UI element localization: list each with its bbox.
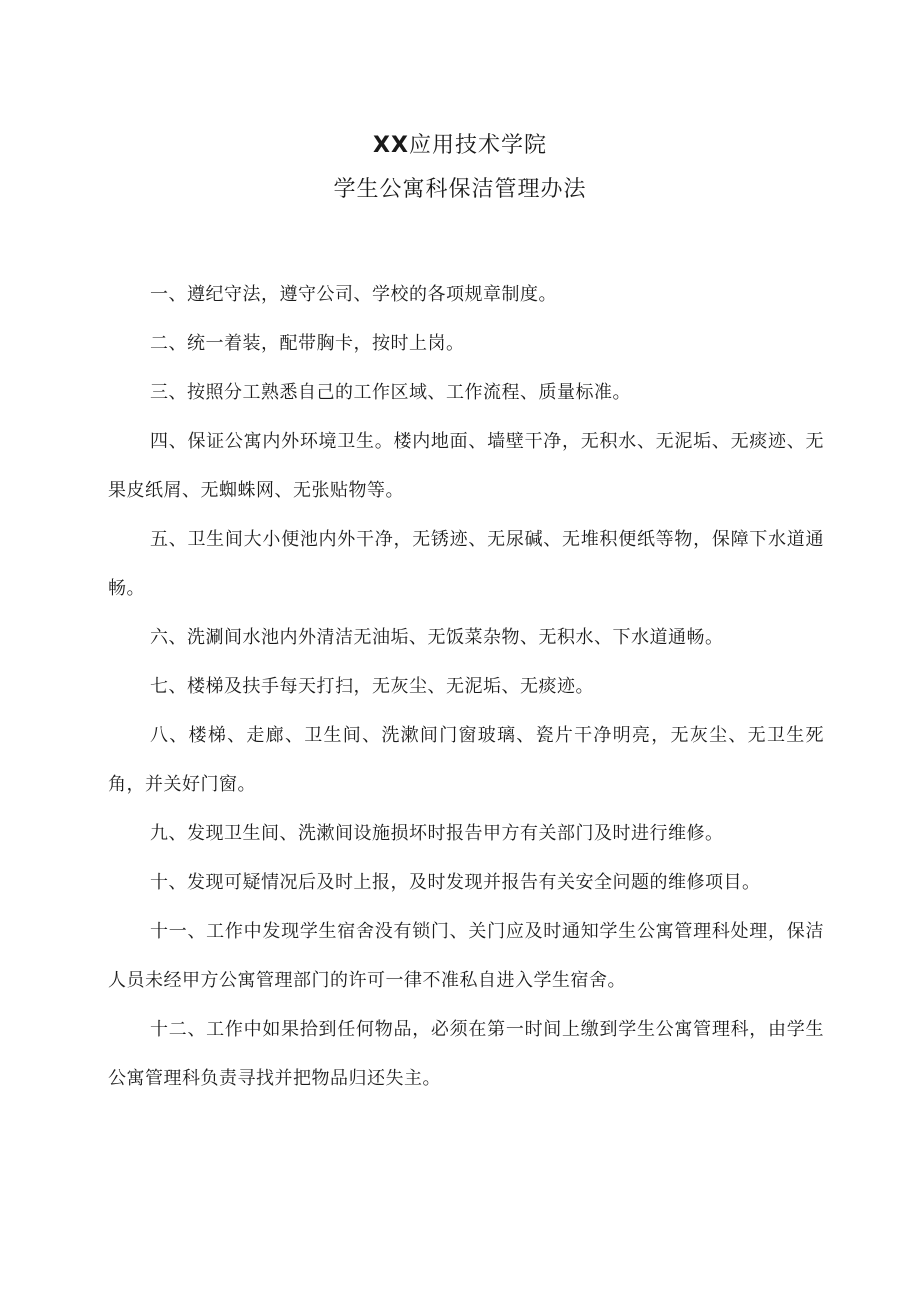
paragraph: 十二、工作中如果拾到任何物品，必须在第一时间上缴到学生公寓管理科，由学生公寓管理科负责寻找并把物品归还失主。 <box>108 1019 824 1089</box>
document-title <box>0 124 920 168</box>
document-body <box>108 270 824 1103</box>
paragraph: 四、保证公寓内外环境卫生。楼内地面、墙壁干净，无积水、无泥垢、无痰迹、无果皮纸屑、无蜘蛛网、无张贴物等。 <box>108 431 824 501</box>
paragraph: 七、楼梯及扶手每天打扫，无灰尘、无泥垢、无痰迹。 <box>150 676 594 697</box>
title-rest: 应用技术学院 <box>408 133 547 158</box>
paragraph: 五、卫生间大小便池内外干净，无锈迹、无尿碱、无堆积便纸等物，保障下水道通畅。 <box>108 529 824 599</box>
paragraph: 一、遵纪守法，遵守公司、学校的各项规章制度。 <box>150 284 557 305</box>
paragraph: 六、洗涮间水池内外清洁无油垢、无饭菜杂物、无积水、下水道通畅。 <box>150 627 724 648</box>
paragraph: 十一、工作中发现学生宿舍没有锁门、关门应及时通知学生公寓管理科处理，保洁人员未经甲方公寓管理部门的许可一律不准私自进入学生宿舍。 <box>108 921 824 991</box>
paragraph: 八、楼梯、走廊、卫生间、洗漱间门窗玻璃、瓷片干净明亮，无灰尘、无卫生死角，并关好门窗。 <box>108 725 824 795</box>
document-subtitle: 学生公寓科保洁管理办法 <box>333 177 587 202</box>
paragraph: 九、发现卫生间、洗漱间设施损坏时报告甲方有关部门及时进行维修。 <box>150 823 724 844</box>
paragraph: 二、统一着装，配带胸卡，按时上岗。 <box>150 333 465 354</box>
paragraph: 三、按照分工熟悉自己的工作区域、工作流程、质量标准。 <box>150 382 631 403</box>
paragraph: 十、发现可疑情况后及时上报，及时发现并报告有关安全问题的维修项目。 <box>150 872 761 893</box>
title-prefix: XX <box>373 133 409 158</box>
title-block <box>0 124 920 212</box>
